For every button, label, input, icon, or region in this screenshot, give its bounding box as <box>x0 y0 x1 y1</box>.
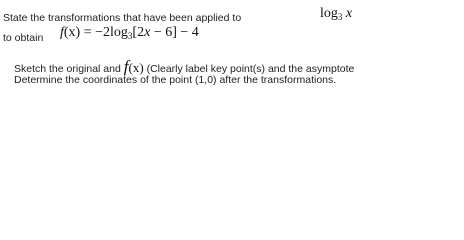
vertical-shift: − 4 <box>176 25 199 40</box>
argument-rest: − 6] <box>150 25 177 40</box>
instruction-line-2 <box>3 32 43 44</box>
instruction-text-1: State the transformations that have been applied to <box>3 12 242 24</box>
log-function-name: log <box>320 6 338 21</box>
instruction-text-3b: (Clearly label key point(s) and the asymptote <box>146 63 355 75</box>
equals-sign: = <box>83 25 92 40</box>
log-function-name: log <box>110 25 128 40</box>
function-f: f <box>60 25 64 40</box>
log-variable: x <box>345 6 353 21</box>
instruction-text-4: Determine the coordinates of the point (1,0) after the transformations. <box>14 74 337 86</box>
instruction-text-3a: Sketch the original and <box>14 63 121 75</box>
instruction-text-2: to obtain <box>3 32 44 44</box>
log-base: 3 <box>127 31 133 41</box>
log-base: 3 <box>337 12 343 22</box>
function-f-argument: (x) <box>128 60 144 75</box>
original-function-expression <box>320 6 352 22</box>
instruction-line-4 <box>14 74 336 86</box>
function-f: f <box>123 57 129 76</box>
instruction-line-1 <box>3 12 241 24</box>
argument-open: [2 <box>132 25 145 40</box>
argument-variable: x <box>144 25 151 40</box>
function-f-argument: (x) <box>63 25 81 40</box>
coefficient: −2 <box>95 25 111 40</box>
transformed-function-expression <box>60 25 199 41</box>
